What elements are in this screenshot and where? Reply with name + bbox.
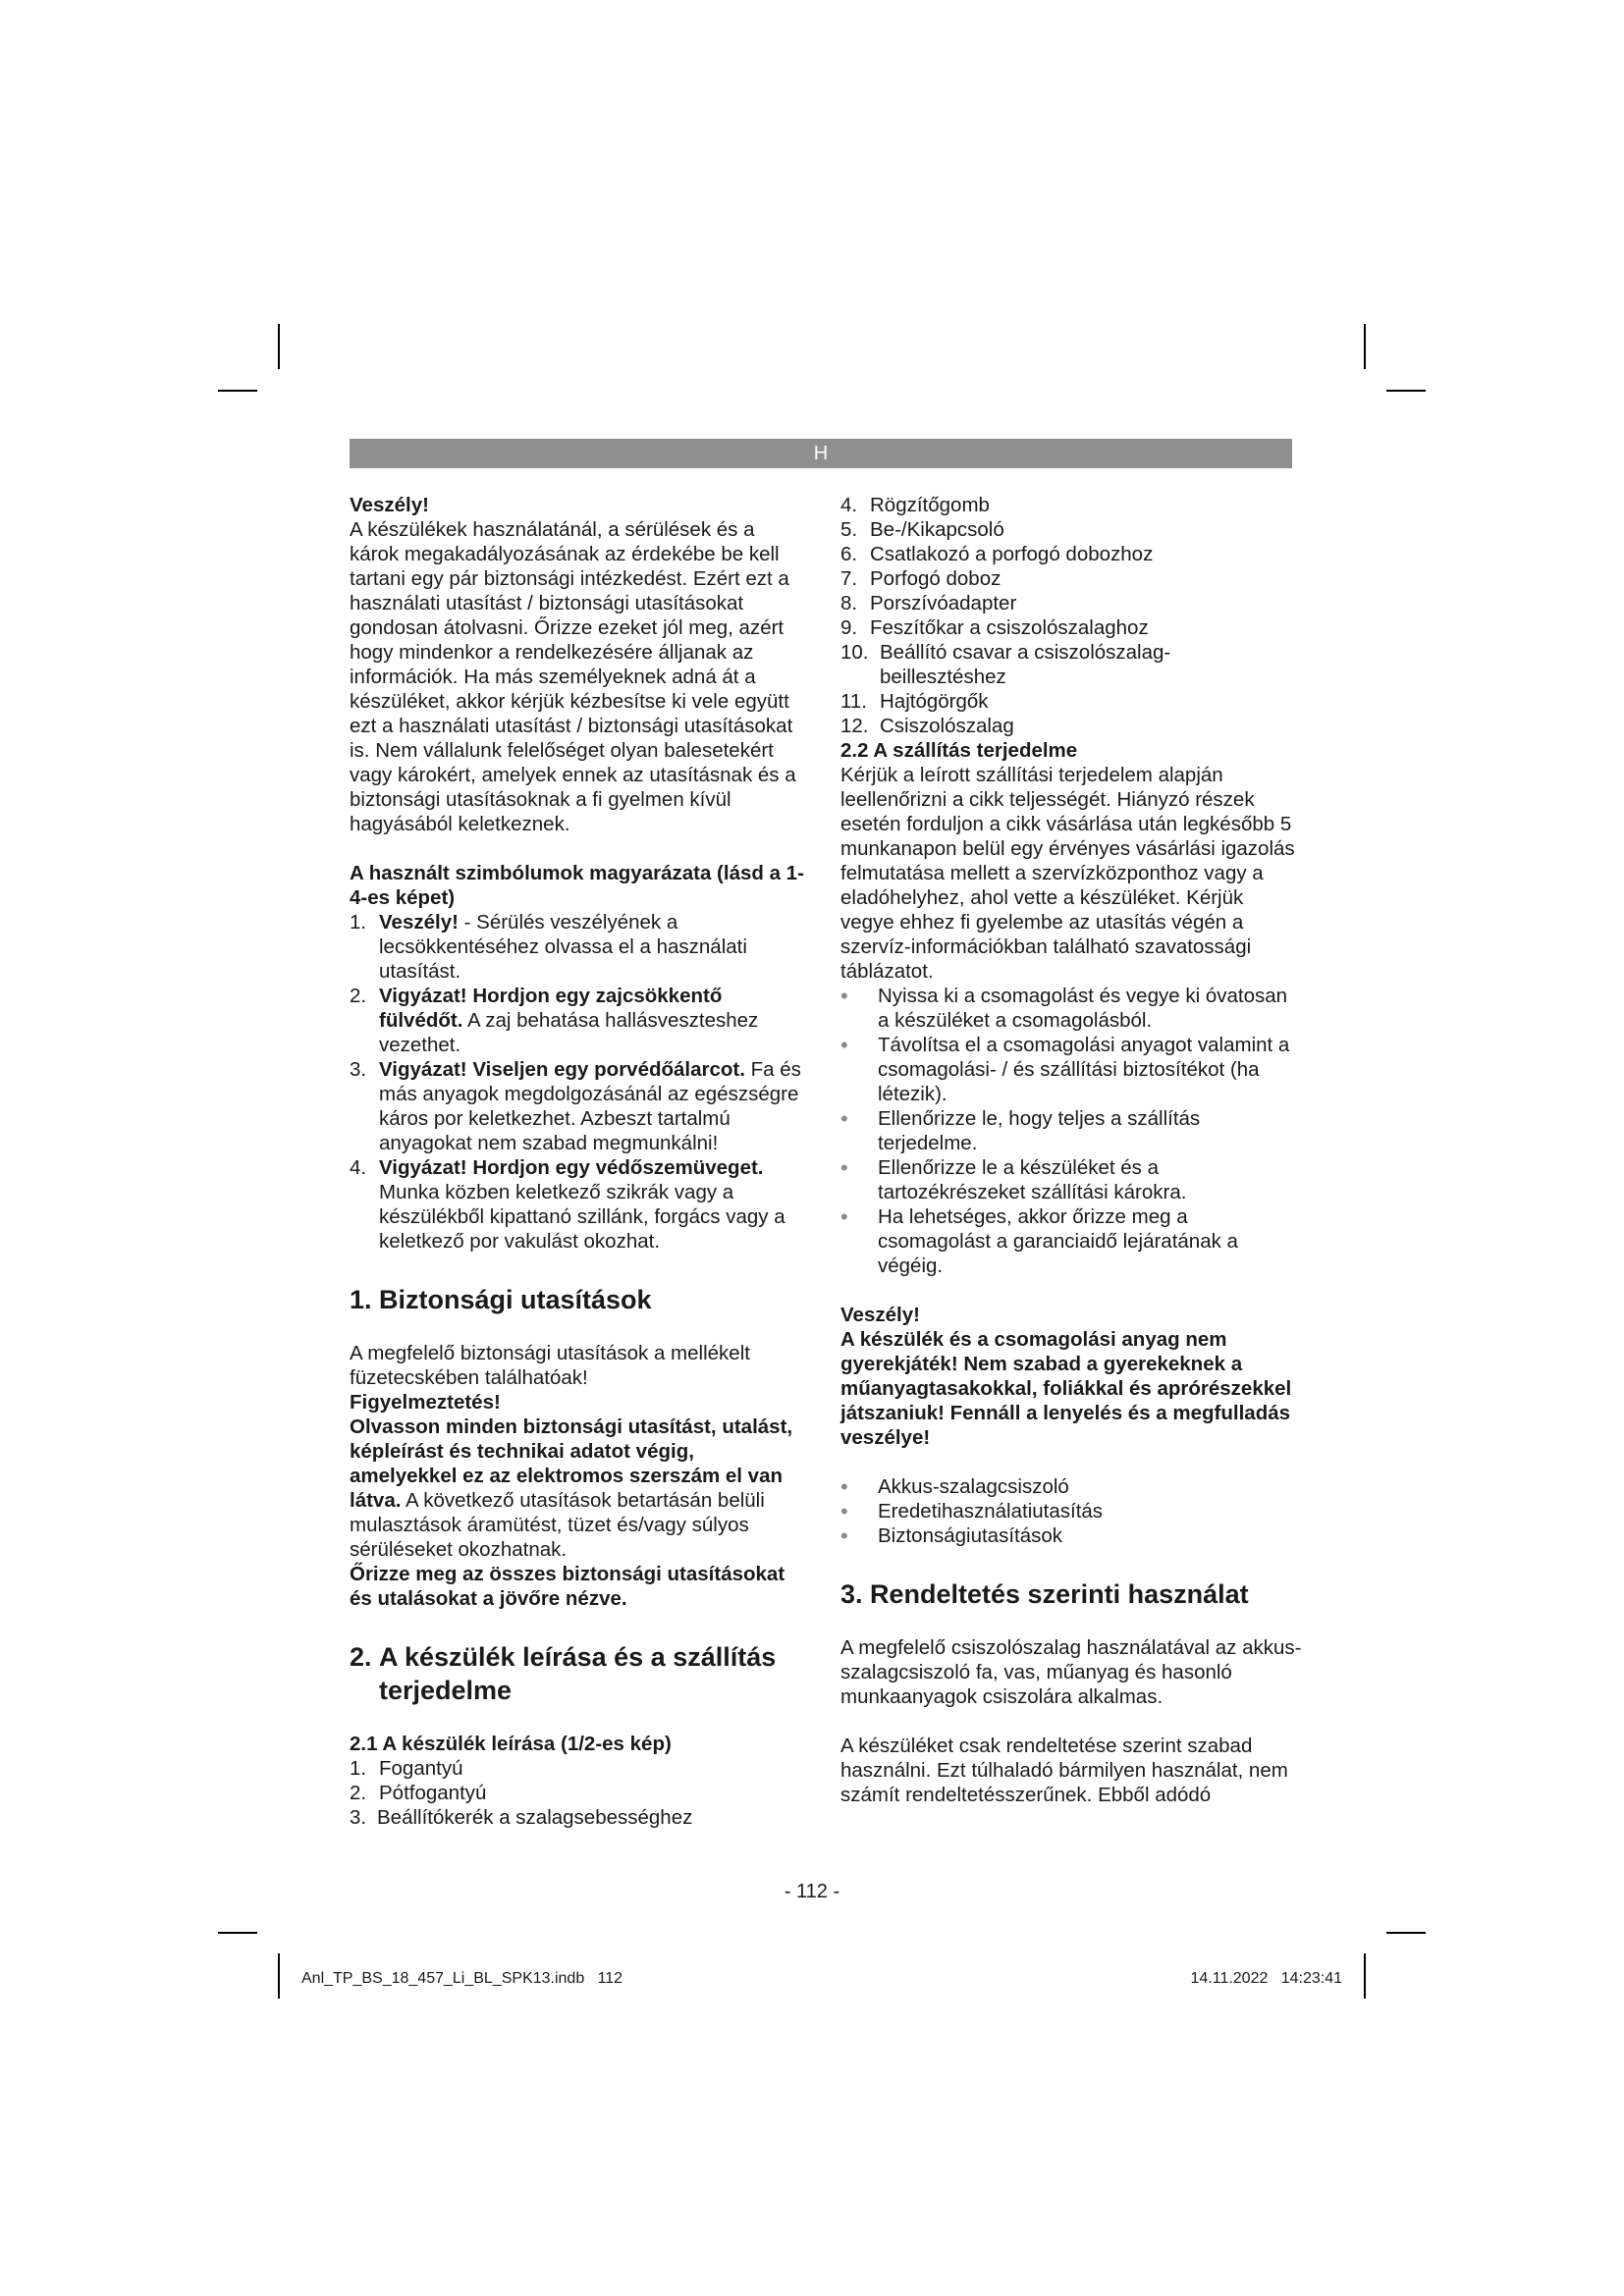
list-item	[840, 615, 1302, 640]
item-text: Porfogó doboz	[870, 567, 1001, 590]
item-number: 9.	[840, 616, 858, 639]
symbols-section	[350, 861, 806, 1254]
crop-mark-bottom-right-v	[1364, 1953, 1366, 1999]
list-item	[840, 1204, 1302, 1278]
item-text: Nyissa ki a csomagolást és vegye ki óvatosan a készüléket a csomagolásból.	[878, 985, 1288, 1032]
section-1-body	[350, 1341, 806, 1611]
item-text: Feszítőkar a csiszolószalaghoz	[870, 616, 1149, 639]
print-timestamp: 14.11.2022 14:23:41	[1190, 1970, 1342, 1987]
item-number: 12.	[840, 715, 869, 737]
list-item	[350, 910, 806, 984]
danger-notice-2	[840, 1303, 1302, 1450]
list-item	[840, 517, 1302, 542]
checks-list	[840, 984, 1302, 1278]
section-number: 1.	[350, 1285, 372, 1314]
item-bold: Vigyázat! Viseljen egy porvédőálarcot.	[379, 1058, 745, 1081]
warning-text	[350, 1415, 806, 1562]
warning-rest: A következő utasítások betartásán belüli mulasztások áramütést, tüzet és/vagy súlyos sérüléseket okozhatnak.	[350, 1489, 765, 1561]
list-item	[840, 714, 1302, 738]
symbols-title: A használt szimbólumok magyarázata (lásd a 1-4-es képet)	[350, 862, 804, 909]
item-text: Pótfogantyú	[379, 1782, 487, 1804]
s3-text-1: A megfelelő csiszolószalag használatával az akkus-szalagcsiszoló fa, vas, műanyag és hasonló munkaanyagok csiszolára alkalmas.	[840, 1636, 1302, 1708]
list-item	[840, 566, 1302, 591]
item-text: Fa és más anyagok megdolgozásánál az egészségre káros por keletkezhet. Azbeszt tartalmú anyagokat nem szabad megmunkálni!	[379, 1058, 801, 1154]
item-number: 10.	[840, 641, 869, 664]
language-header-bar	[350, 439, 1292, 468]
list-item	[840, 689, 1302, 714]
left-column	[350, 493, 806, 1830]
item-text: Ha lehetséges, akkor őrizze meg a csomagolást a garanciaidő lejáratának a végéig.	[878, 1205, 1238, 1277]
list-item	[840, 1106, 1302, 1155]
item-bold: Veszély!	[379, 911, 459, 934]
item-number: 5.	[840, 518, 858, 541]
bullet-icon: •	[840, 1155, 848, 1180]
list-item	[840, 984, 1302, 1033]
danger-text: A készülékek használatánál, a sérülések és a károk megakadályozásának az érdekébe be kell tartani egy pár biztonsági intézkedést. Ezért ezt a használati utasítást / biztonsági utasításokat gondosan átolvasni. Őrizze ezeket jól meg, azért hogy mindenkor a rendelkezésére álljanak az információk. Ha más személyeknek adná át a készüléket, akkor kérjük kézbesítse ki vele együtt ezt a használati utasítást / biztonsági utasításokat is. Nem vállalunk felelőséget olyan balesetekért vagy károkért, amelyek ennek az utasításnak és a biztonsági utasításoknak a fi gyelmen kívül hagyásából keletkeznek.	[350, 518, 796, 835]
list-item	[350, 1805, 806, 1830]
item-number: 6.	[840, 543, 858, 565]
item-text: Porszívóadapter	[870, 592, 1017, 614]
item-number: 3.	[350, 1058, 367, 1081]
crop-mark-bottom-left-v	[278, 1953, 280, 1999]
parts-list-right	[840, 493, 1302, 738]
item-text: Rögzítőgomb	[870, 494, 990, 516]
list-item	[840, 542, 1302, 566]
item-number: 1.	[350, 911, 367, 934]
crop-mark-bottom-left-h	[218, 1932, 257, 1934]
section-3-body	[840, 1635, 1302, 1807]
item-number: 2.	[350, 985, 367, 1007]
item-text: Akkus-szalagcsiszoló	[878, 1475, 1069, 1498]
section-number: 3.	[840, 1579, 863, 1609]
danger-title: Veszély!	[350, 494, 429, 516]
list-item	[840, 591, 1302, 615]
crop-mark-bottom-right-h	[1386, 1932, 1426, 1934]
contents-list	[840, 1474, 1302, 1548]
page-number: - 112 -	[784, 1881, 840, 1902]
crop-mark-top-left-v	[278, 324, 280, 369]
warning-title: Figyelmeztetés!	[350, 1391, 501, 1414]
bullet-icon: •	[840, 1523, 848, 1548]
item-text: Távolítsa el a csomagolási anyagot valamint a csomagolási- / és szállítási biztosítékot (ha létezik).	[878, 1034, 1290, 1105]
section-number: 2.	[350, 1642, 372, 1672]
item-text: Ellenőrizze le, hogy teljes a szállítás terjedelme.	[878, 1107, 1201, 1154]
section-1-heading	[350, 1283, 806, 1316]
crop-mark-top-right-h	[1386, 390, 1426, 392]
s22-text: Kérjük a leírott szállítási terjedelem alapján leellenőrizni a cikk teljességét. Hiányzó részek esetén forduljon a cikk vásárlása után legkésőbb 5 munkanapon belül egy érvényes vásárlási igazolás felmutatása mellett a szervízközponthoz vagy a eladóhelyhez, ahol vette a készüléket. Kérjük vegye ehhez fi gyelembe az utasítás végén a szervíz-információkban található szavatossági táblázatot.	[840, 764, 1295, 983]
section-title: A készülék leírása és a szállítás terjedelme	[379, 1642, 777, 1705]
item-text: Be-/Kikapcsoló	[870, 518, 1004, 541]
item-text: Beállítókerék a szalagsebességhez	[377, 1806, 693, 1829]
list-item	[350, 1756, 806, 1781]
item-number: 4.	[350, 1156, 367, 1179]
section-3-heading	[840, 1577, 1302, 1611]
item-number: 3.	[350, 1806, 367, 1829]
bullet-icon: •	[840, 1204, 848, 1229]
item-number: 11.	[840, 690, 867, 713]
section-2-1	[350, 1732, 806, 1830]
right-column	[840, 493, 1302, 1807]
crop-mark-top-right-v	[1364, 324, 1366, 369]
item-number: 8.	[840, 592, 858, 614]
item-text: Munka közben keletkező szikrák vagy a készülékből kipattanó szillánk, forgács vagy a keletkező por vakulást okozhat.	[379, 1181, 785, 1253]
list-item	[350, 1781, 806, 1805]
danger-notice	[350, 493, 806, 836]
s1-text: A megfelelő biztonsági utasítások a mellékelt füzetecskében találhatóak!	[350, 1342, 750, 1389]
item-text: Csatlakozó a porfogó dobozhoz	[870, 543, 1154, 565]
item-text: Hajtógörgők	[880, 690, 989, 713]
item-text: Csiszolószalag	[880, 715, 1014, 737]
item-number: 7.	[840, 567, 858, 590]
section-title: Biztonsági utasítások	[379, 1285, 652, 1314]
section-title: Rendeltetés szerinti használat	[870, 1579, 1249, 1609]
subsection-title: 2.2 A szállítás terjedelme	[840, 739, 1078, 762]
item-bold: Vigyázat! Hordjon egy zajcsökkentő fülvédőt.	[379, 985, 723, 1032]
print-file-name: Anl_TP_BS_18_457_Li_BL_SPK13.indb 112	[301, 1970, 623, 1987]
item-number: 4.	[840, 494, 858, 516]
danger-text: A készülék és a csomagolási anyag nem gyerekjáték! Nem szabad a gyerekeknek a műanyagtasakokkal, foliákkal és aprórészekkel játszaniuk! Fennáll a lenyelés és a megfulladás veszélye!	[840, 1328, 1292, 1449]
bullet-icon: •	[840, 1499, 848, 1523]
list-item	[350, 984, 806, 1057]
parts-list-left	[350, 1756, 806, 1830]
warning-bold: Olvasson minden biztonsági utasítást, utalást, képleírást és technikai adatot végig, amelyekkel ez az elektromos szerszám el van látva.	[350, 1415, 793, 1512]
item-text: Eredetihasználatiutasítás	[878, 1500, 1104, 1522]
list-item	[350, 1057, 806, 1155]
language-letter: H	[813, 443, 829, 464]
item-text: Ellenőrizze le a készüléket és a tartozékrészeket szállítási károkra.	[878, 1156, 1187, 1203]
section-2-2	[840, 738, 1302, 1278]
item-text: Beállító csavar a csiszolószalag- beillesztéshez	[880, 641, 1171, 688]
list-item	[840, 1523, 1302, 1548]
section-2-heading	[350, 1640, 806, 1707]
item-bold: Vigyázat! Hordjon egy védőszemüveget.	[379, 1156, 764, 1179]
item-text: A zaj behatása hallásveszteshez vezethet.	[379, 1009, 759, 1056]
crop-mark-top-left-h	[218, 390, 257, 392]
list-item	[840, 640, 1302, 689]
list-item	[840, 1155, 1302, 1204]
bullet-icon: •	[840, 1106, 848, 1131]
item-text: Fogantyú	[379, 1757, 463, 1780]
list-item	[840, 1499, 1302, 1523]
symbols-list	[350, 910, 806, 1254]
bullet-icon: •	[840, 984, 848, 1008]
subsection-title: 2.1 A készülék leírása (1/2-es kép)	[350, 1733, 672, 1755]
s3-text-2: A készüléket csak rendeltetése szerint szabad használni. Ezt túlhaladó bármilyen használat, nem számít rendeltetésszerűnek. Ebből adódó	[840, 1735, 1288, 1806]
bullet-icon: •	[840, 1474, 848, 1499]
item-text: - Sérülés veszélyének a lecsökkentéséhez olvassa el a használati utasítást.	[379, 911, 747, 983]
bullet-icon: •	[840, 1033, 848, 1057]
item-number: 1.	[350, 1757, 367, 1780]
list-item	[840, 1474, 1302, 1499]
list-item	[350, 1155, 806, 1254]
list-item	[840, 493, 1302, 517]
item-number: 2.	[350, 1782, 367, 1804]
danger-title: Veszély!	[840, 1304, 920, 1326]
list-item	[840, 1033, 1302, 1106]
item-text: Biztonságiutasítások	[878, 1524, 1063, 1547]
keep-instructions: Őrizze meg az összes biztonsági utasításokat és utalásokat a jövőre nézve.	[350, 1563, 785, 1610]
